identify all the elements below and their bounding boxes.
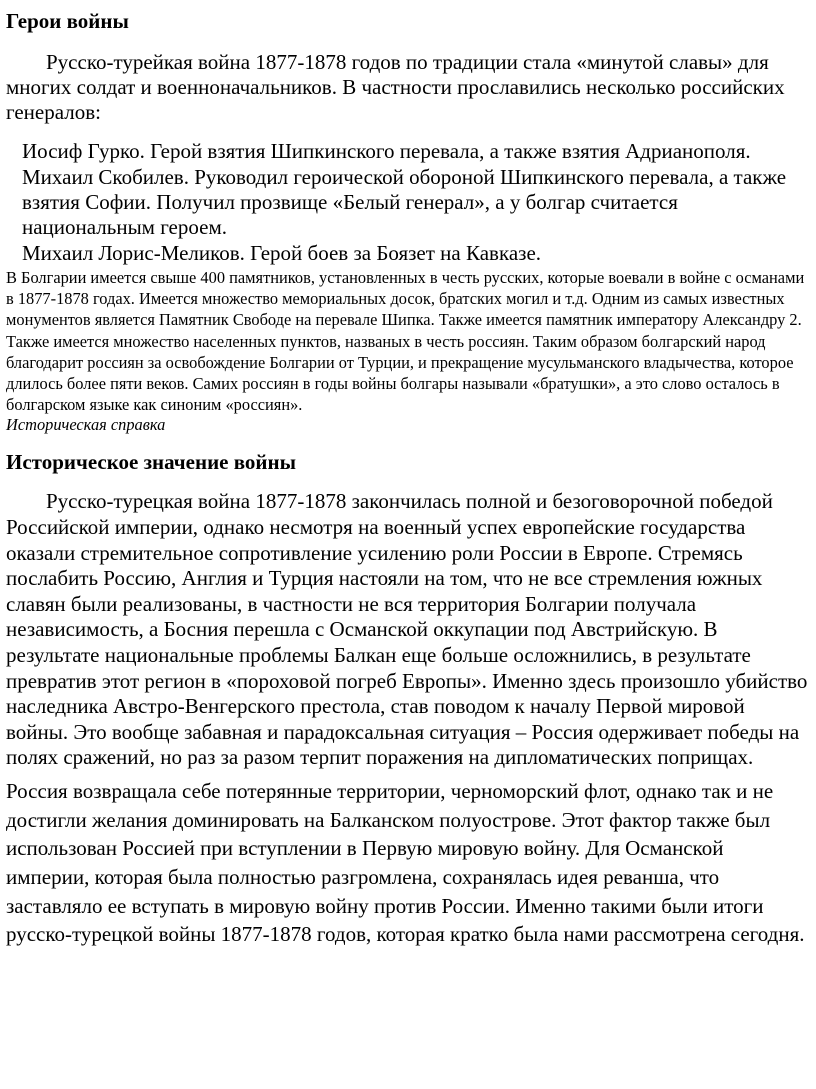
list-item: Иосиф Гурко. Герой взятия Шипкинского перевала, а также взятия Адрианополя. [22,139,751,163]
generals-list [22,139,810,266]
heading-significance: Историческое значение войны [6,450,297,475]
list-item: Михаил Скобилев. Руководил героической обороной Шипкинского перевала, а также взятия Софии. Получил прозвище «Белый генерал», а у болгар считается национальным героем. [22,165,787,239]
intro-paragraph: Русско-турейкая война 1877-1878 годов по традиции стала «минутой славы» для многих солдат и военноначальников. В частности прославились несколько российских генералов: [6,50,785,124]
heading-heroes: Герои войны [6,9,129,33]
list-item: Михаил Лорис-Меликов. Герой боев за Боязет на Кавказе. [22,241,542,265]
note-source: Историческая справка [6,415,166,435]
monuments-note: В Болгарии имеется свыше 400 памятников, установленных в честь русских, которые воевали в войне с османами в 1877-1878 годах. Имеется множество мемориальных досок, братских могил и т.д. Одним из самых известных монументов является Памятник Свободе на перевале Шипка. Также имеется памятник императору Александру 2. Также имеется множество населенных пунктов, названых в честь россиян. Таким образом болгарский народ благодарит россиян за освобождение Болгарии от Турции, и прекращение мусульманского владычества, которое длилось более пяти веков. Самих россиян в годы войны болгары называли «братушки», а это слово осталось в болгарском языке как синоним «россиян». [6,268,805,415]
significance-paragraph-1: Русско-турецкая война 1877-1878 закончилась полной и безоговорочной победой Российской империи, однако несмотря на военный успех европейские государства оказали стремительное сопротивление усилению роли России в Европе. Стремясь послабить Россию, Англия и Турция настояли на том, что не все стремления южных славян были реализованы, в частности не вся территория Болгарии получала независимость, а Босния перешла с Османской оккупации под Австрийскую. В результате национальные проблемы Балкан еще больше осложнились, в результате превратив этот регион в «пороховой погреб Европы». Именно здесь произошло убийство наследника Австро-Венгерского престола, став поводом к началу Первой мировой войны. Это вообще забавная и парадоксальная ситуация – Россия одерживает победы на полях сражений, но раз за разом терпит поражения на дипломатических поприщах. [6,489,808,770]
significance-paragraph-2: Россия возвращала себе потерянные территории, черноморский флот, однако так и не достигли желания доминировать на Балканском полуострове. Этот фактор также был использован Россией при вступлении в Первую мировую войну. Для Османской империи, которая была полностью разгромлена, сохранялась идея реванша, что заставляло ее вступать в мировую войну против России. Именно такими были итоги русско-турецкой войны 1877-1878 годов, которая кратко была нами рассмотрена сегодня. [6,778,805,947]
